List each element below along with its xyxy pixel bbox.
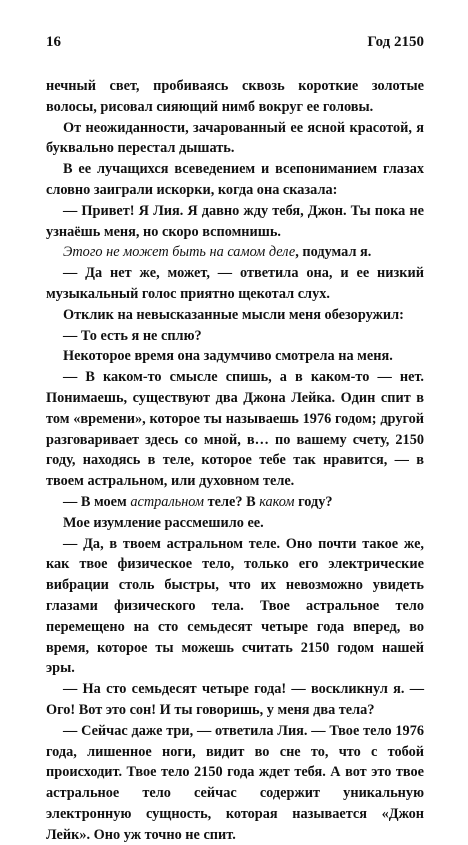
text-segment: Отклик на невысказанные мысли меня обезоружил: (63, 306, 404, 323)
paragraph (46, 118, 424, 160)
text-segment: Мое изумление рассмешило ее. (63, 514, 264, 531)
paragraph (46, 513, 424, 534)
italic-text-segment: каком (259, 493, 295, 510)
paragraph (46, 263, 424, 305)
text-segment: — Сейчас даже три, — ответила Лия. — Твое тело 1976 года, лишенное ноги, видит во сне то, что с тобой происходит. Твое тело 2150 года ждет тебя. А вот это твое астральное тело сейчас содержит уникальную электронную сущность, которая называется «Джон Лейк». Оно уж точно не спит. (46, 722, 424, 843)
text-segment: теле? В (204, 493, 260, 510)
text-segment: — Привет! Я Лия. Я давно жду тебя, Джон. Ты пока не узнаёшь меня, но скоро вспомнишь. (46, 202, 424, 240)
text-segment: От неожиданности, зачарованный ее ясной красотой, я буквально перестал дышать. (46, 119, 424, 157)
text-segment: , подумал я. (295, 244, 372, 261)
italic-text-segment: астральном (130, 493, 205, 510)
body-text (46, 76, 424, 845)
text-segment: — Да нет же, может, — ответила она, и ее низкий музыкальный голос приятно щекотал слух. (46, 265, 424, 302)
paragraph (46, 159, 424, 201)
paragraph (46, 492, 424, 513)
text-segment: — В каком-то смысле спишь, а в каком-то — нет. Понимаешь, существуют два Джона Лейка. Один спит в том «времени», которое ты называешь 1976 годом; другой разговаривает здесь со мной, в… по вашему счету, 2150 году, находясь в теле, которое тебе так нравится, — в твоем астральном, или духовном теле. (46, 369, 424, 490)
paragraph (46, 367, 424, 492)
text-segment: В ее лучащихся всеведением и всепониманием глазах словно заиграли искорки, когда она сказала: (46, 161, 424, 198)
italic-text-segment: Этого не может быть на самом деле (63, 244, 296, 261)
paragraph (46, 201, 424, 243)
paragraph (46, 326, 424, 347)
running-title: Год 2150 (367, 34, 424, 50)
paragraph (46, 346, 424, 367)
paragraph (46, 534, 424, 680)
text-segment: — На сто семьдесят четыре года! — воскликнул я. — Ого! Вот это сон! И ты говоришь, у меня два тела? (46, 681, 424, 718)
text-segment: Некоторое время она задумчиво смотрела на меня. (63, 348, 393, 365)
text-segment: году? (294, 493, 333, 510)
page-number: 16 (46, 34, 61, 50)
paragraph (46, 305, 424, 326)
text-segment: — Да, в твоем астральном теле. Оно почти такое же, как твое физическое тело, только его электрические вибрации столь быстры, что их невозможно увидеть глазами физического тела. Твое астральное тело перемещено на сто семьдесят четыре года вперед, во время, которое ты можешь считать 2150 годом нашей эры. (46, 535, 424, 677)
text-segment: нечный свет, пробиваясь сквозь короткие золотые волосы, рисовал сияющий нимб вокруг ее головы. (46, 78, 424, 115)
paragraph (46, 242, 424, 263)
text-segment: — В моем (63, 493, 131, 510)
text-segment: — То есть я не сплю? (63, 327, 202, 344)
paragraph (46, 76, 424, 118)
page-header (46, 34, 424, 54)
paragraph (46, 679, 424, 721)
paragraph (46, 721, 424, 845)
